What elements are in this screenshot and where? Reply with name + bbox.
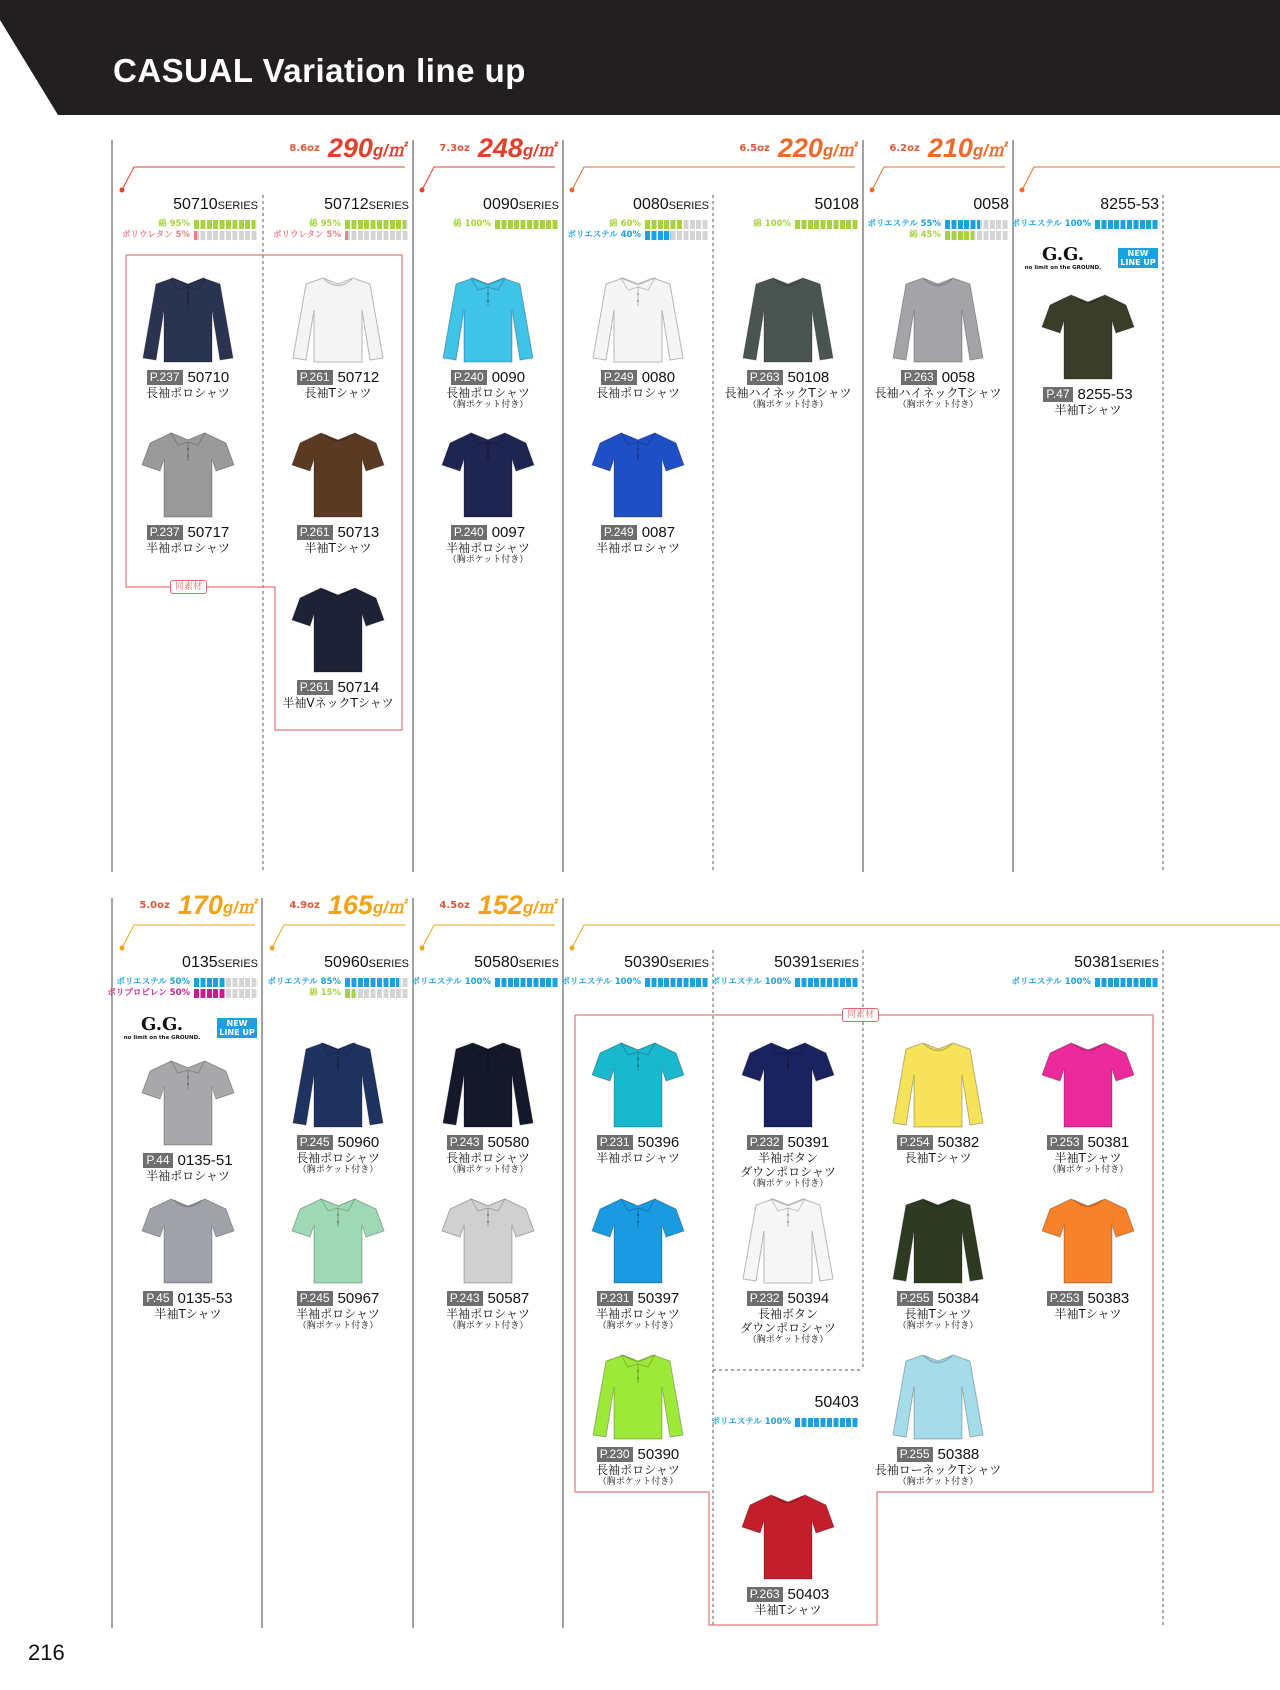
series-name: 50381SERIES <box>1074 954 1159 971</box>
product-code: 0058 <box>941 369 976 386</box>
series-name: 50580SERIES <box>474 954 559 971</box>
product-code-line <box>868 1134 1008 1151</box>
product-50383[interactable] <box>1018 1191 1158 1321</box>
product-name: 長袖ポロシャツ <box>596 1463 680 1477</box>
composition-row <box>561 976 709 989</box>
product-code-line <box>418 1290 558 1307</box>
product-name: 半袖Tシャツ <box>1054 403 1122 417</box>
page-ref: P.237 <box>147 370 183 385</box>
product-50397[interactable] <box>568 1191 708 1332</box>
weight-248: 7.3oz 248g/㎡ <box>439 133 555 163</box>
product-note: （胸ポケット付き） <box>897 400 979 410</box>
product-name: 長袖ボタン ダウンポロシャツ <box>740 1307 836 1335</box>
composition-bar <box>495 220 559 229</box>
product-code-line <box>118 1290 258 1307</box>
product-code-line <box>118 1152 258 1169</box>
product-note: （胸ポケット付き） <box>447 555 529 565</box>
product-code: 50712 <box>337 369 380 386</box>
composition-label: ポリエステル 55% <box>867 219 941 229</box>
composition-label: ポリエステル 100% <box>711 1417 791 1427</box>
series-name: 0090SERIES <box>483 196 559 213</box>
polo-shirt-image <box>588 270 688 365</box>
polo-shirt-image <box>588 425 688 520</box>
product-50713[interactable] <box>268 425 408 555</box>
t-shirt-image <box>1038 287 1138 382</box>
composition-label: 綿 15% <box>309 988 341 998</box>
product-code: 50108 <box>787 369 830 386</box>
t-shirt-image <box>888 270 988 365</box>
product-code: 50580 <box>487 1134 530 1151</box>
t-shirt-image <box>738 1487 838 1582</box>
product-code: 50710 <box>187 369 230 386</box>
product-code: 50397 <box>637 1290 680 1307</box>
composition-label: 綿 45% <box>909 230 941 240</box>
product-name: 半袖Tシャツ <box>1054 1151 1122 1165</box>
polo-shirt-image <box>738 1035 838 1130</box>
product-name: 長袖ポロシャツ <box>446 386 530 400</box>
product-0135-51[interactable] <box>118 1053 258 1183</box>
composition-row <box>107 987 258 1000</box>
product-note: （胸ポケット付き） <box>747 1179 829 1189</box>
product-code: 50391 <box>787 1134 830 1151</box>
product-50960[interactable] <box>268 1035 408 1176</box>
product-name: 半袖Tシャツ <box>1054 1307 1122 1321</box>
composition-label: 綿 60% <box>609 219 641 229</box>
weight-220: 6.5oz 220g/㎡ <box>739 133 855 163</box>
composition-bar <box>645 978 709 987</box>
product-code-line <box>268 679 408 696</box>
product-50390[interactable] <box>568 1347 708 1488</box>
page-ref: P.245 <box>297 1291 333 1306</box>
page-ref: P.232 <box>747 1291 783 1306</box>
series-name: 50391SERIES <box>774 954 859 971</box>
product-code: 0135-53 <box>177 1290 233 1307</box>
product-50394[interactable] <box>718 1191 858 1346</box>
composition-row <box>1011 218 1159 231</box>
product-code-line <box>868 1446 1008 1463</box>
composition-bar <box>194 231 258 240</box>
product-code-line <box>418 369 558 386</box>
product-0135-53[interactable] <box>118 1191 258 1321</box>
polo-shirt-image <box>138 1053 238 1148</box>
t-shirt-image <box>888 1035 988 1130</box>
product-name: 長袖ポロシャツ <box>146 386 230 400</box>
page-ref: P.231 <box>597 1135 633 1150</box>
product-50396[interactable] <box>568 1035 708 1165</box>
weight-165: 4.9oz 165g/㎡ <box>289 890 405 920</box>
same-material-tag: 同素材 <box>170 580 207 594</box>
product-code: 50967 <box>337 1290 380 1307</box>
product-0097[interactable] <box>418 425 558 566</box>
product-8255-53[interactable] <box>1018 287 1158 417</box>
page-ref: P.261 <box>297 370 333 385</box>
polo-shirt-image <box>288 1035 388 1130</box>
product-50381[interactable] <box>1018 1035 1158 1176</box>
product-name: 半袖ポロシャツ <box>596 1307 680 1321</box>
page-ref: P.47 <box>1043 387 1072 402</box>
product-code-line <box>718 1290 858 1307</box>
product-code: 50394 <box>787 1290 830 1307</box>
product-note: （胸ポケット付き） <box>747 1335 829 1345</box>
series-name: 8255-53 <box>1100 196 1159 213</box>
product-code-line <box>1018 1134 1158 1151</box>
series-name: 50108 <box>814 196 859 213</box>
product-code-line <box>268 524 408 541</box>
composition-row <box>564 229 709 242</box>
product-50714[interactable] <box>268 580 408 710</box>
composition-row <box>864 229 1009 242</box>
page-ref: P.253 <box>1047 1291 1083 1306</box>
weight-290: 8.6oz 290g/㎡ <box>289 133 405 163</box>
polo-shirt-image <box>438 425 538 520</box>
composition-bar <box>345 220 409 229</box>
product-code: 50960 <box>337 1134 380 1151</box>
product-name: 半袖Tシャツ <box>154 1307 222 1321</box>
composition-label: 綿 100% <box>453 219 491 229</box>
product-name: 長袖ポロシャツ <box>446 1151 530 1165</box>
product-name: 半袖ポロシャツ <box>596 1151 680 1165</box>
composition-bar <box>345 978 409 987</box>
polo-shirt-image <box>438 1191 538 1286</box>
product-50712[interactable] <box>268 270 408 400</box>
series-name: 50960SERIES <box>324 954 409 971</box>
polo-shirt-image <box>288 1191 388 1286</box>
page-ref: P.231 <box>597 1291 633 1306</box>
product-name: 半袖ポロシャツ <box>296 1307 380 1321</box>
t-shirt-image <box>1038 1191 1138 1286</box>
product-code: 50383 <box>1087 1290 1130 1307</box>
t-shirt-image <box>738 270 838 365</box>
product-note: （胸ポケット付き） <box>597 1321 679 1331</box>
product-code: 0135-51 <box>177 1152 233 1169</box>
composition-bar <box>645 231 709 240</box>
product-code: 8255-53 <box>1077 386 1133 403</box>
t-shirt-image <box>138 1191 238 1286</box>
product-code-line <box>268 1290 408 1307</box>
page-title: CASUAL Variation line up <box>113 52 526 89</box>
polo-shirt-image <box>138 270 238 365</box>
brand-logo-gg: G.G. no limit on the GROUND. <box>1024 244 1102 271</box>
product-name: 長袖Tシャツ <box>904 1151 972 1165</box>
page-ref: P.261 <box>297 680 333 695</box>
product-name: 半袖Tシャツ <box>304 541 372 555</box>
product-note: （胸ポケット付き） <box>747 400 829 410</box>
product-code-line <box>568 524 708 541</box>
composition-label: ポリウレタン 5% <box>272 230 341 240</box>
t-shirt-image <box>288 270 388 365</box>
product-note: （胸ポケット付き） <box>1047 1165 1129 1175</box>
page-ref: P.232 <box>747 1135 783 1150</box>
product-code-line <box>718 369 858 386</box>
product-code: 50587 <box>487 1290 530 1307</box>
product-note: （胸ポケット付き） <box>447 1321 529 1331</box>
product-code: 50384 <box>937 1290 980 1307</box>
page-ref: P.249 <box>601 525 637 540</box>
product-code: 0097 <box>491 524 526 541</box>
product-note: （胸ポケット付き） <box>447 400 529 410</box>
composition-row <box>414 218 559 231</box>
product-code: 50717 <box>187 524 230 541</box>
product-note: （胸ポケット付き） <box>897 1321 979 1331</box>
product-code-line <box>268 1134 408 1151</box>
composition-bar <box>194 978 258 987</box>
product-code-line <box>1018 386 1158 403</box>
polo-shirt-image <box>438 1035 538 1130</box>
product-code: 50388 <box>937 1446 980 1463</box>
composition-label: ポリエステル 100% <box>1011 219 1091 229</box>
product-name: 半袖ポロシャツ <box>446 541 530 555</box>
composition-bar <box>194 989 258 998</box>
composition-row <box>714 218 859 231</box>
composition-label: 綿 95% <box>158 219 190 229</box>
product-code: 0090 <box>491 369 526 386</box>
product-name: 半袖Tシャツ <box>754 1603 822 1617</box>
series-name: 0080SERIES <box>633 196 709 213</box>
composition-label: ポリエステル 100% <box>1011 977 1091 987</box>
product-50587[interactable] <box>418 1191 558 1332</box>
polo-shirt-image <box>738 1191 838 1286</box>
composition-label: ポリエステル 100% <box>561 977 641 987</box>
product-50710[interactable] <box>118 270 258 400</box>
polo-shirt-image <box>588 1191 688 1286</box>
page-ref: P.245 <box>297 1135 333 1150</box>
product-code-line <box>568 1290 708 1307</box>
product-note: （胸ポケット付き） <box>597 1477 679 1487</box>
product-0087[interactable] <box>568 425 708 555</box>
composition-label: ポリエステル 100% <box>411 977 491 987</box>
composition-bar <box>1095 978 1159 987</box>
page-ref: P.263 <box>747 1587 783 1602</box>
polo-shirt-image <box>588 1347 688 1442</box>
composition-bar <box>645 220 709 229</box>
product-50388[interactable] <box>868 1347 1008 1488</box>
composition-bar <box>345 989 409 998</box>
product-name: 半袖ボタン ダウンポロシャツ <box>740 1151 836 1179</box>
t-shirt-image <box>288 425 388 520</box>
composition-label: ポリエステル 40% <box>567 230 641 240</box>
composition-bar <box>945 220 1009 229</box>
page-ref: P.45 <box>143 1291 172 1306</box>
page-number: 216 <box>28 1640 65 1665</box>
product-50967[interactable] <box>268 1191 408 1332</box>
composition-label: ポリエステル 85% <box>267 977 341 987</box>
t-shirt-image <box>888 1191 988 1286</box>
composition-row <box>113 229 258 242</box>
page-ref: P.255 <box>897 1447 933 1462</box>
product-name: 半袖ポロシャツ <box>146 1169 230 1183</box>
page-ref: P.263 <box>747 370 783 385</box>
composition-row <box>264 229 409 242</box>
series-name: 0058 <box>973 196 1009 213</box>
new-line-up-badge: NEW LINE UP <box>1118 248 1158 268</box>
polo-shirt-image <box>588 1035 688 1130</box>
product-code-line <box>418 524 558 541</box>
product-0090[interactable] <box>418 270 558 411</box>
composition-bar <box>194 220 258 229</box>
page-ref: P.263 <box>901 370 937 385</box>
product-name: 長袖Tシャツ <box>304 386 372 400</box>
product-code-line <box>1018 1290 1158 1307</box>
composition-label: ポリウレタン 5% <box>121 230 190 240</box>
composition-row <box>711 1416 859 1429</box>
product-code-line <box>868 1290 1008 1307</box>
composition-row <box>264 987 409 1000</box>
series-name: 0135SERIES <box>182 954 258 971</box>
page-ref: P.249 <box>601 370 637 385</box>
product-code-line <box>568 369 708 386</box>
product-code-line <box>118 369 258 386</box>
t-shirt-image <box>1038 1035 1138 1130</box>
product-50382[interactable] <box>868 1035 1008 1165</box>
page-ref: P.261 <box>297 525 333 540</box>
product-note: （胸ポケット付き） <box>297 1165 379 1175</box>
new-line-up-badge: NEW LINE UP <box>217 1018 257 1038</box>
product-name: 半袖ポロシャツ <box>146 541 230 555</box>
product-code-line <box>718 1586 858 1603</box>
composition-label: ポリエステル 50% <box>116 977 190 987</box>
product-note: （胸ポケット付き） <box>447 1165 529 1175</box>
product-50717[interactable] <box>118 425 258 555</box>
product-50391[interactable] <box>718 1035 858 1190</box>
product-name: 半袖ポロシャツ <box>446 1307 530 1321</box>
product-name: 半袖VネックTシャツ <box>282 696 394 710</box>
page-ref: P.243 <box>447 1291 483 1306</box>
composition-row <box>411 976 559 989</box>
product-code-line <box>568 1134 708 1151</box>
page-ref: P.44 <box>143 1153 172 1168</box>
product-code-line <box>418 1134 558 1151</box>
series-name: 50712SERIES <box>324 196 409 213</box>
page-ref: P.255 <box>897 1291 933 1306</box>
product-name: 長袖ポロシャツ <box>596 386 680 400</box>
page-ref: P.237 <box>147 525 183 540</box>
product-code: 50381 <box>1087 1134 1130 1151</box>
composition-bar <box>945 231 1009 240</box>
product-50108[interactable] <box>718 270 858 411</box>
product-0058[interactable] <box>868 270 1008 411</box>
weight-170: 5.0oz 170g/㎡ <box>139 890 255 920</box>
t-shirt-image <box>288 580 388 675</box>
polo-shirt-image <box>138 425 238 520</box>
product-50580[interactable] <box>418 1035 558 1176</box>
page-ref: P.230 <box>597 1447 633 1462</box>
composition-label: 綿 100% <box>753 219 791 229</box>
product-code-line <box>718 1134 858 1151</box>
series-name: 50403 <box>814 1394 859 1411</box>
page-ref: P.240 <box>451 370 487 385</box>
product-name: 半袖ポロシャツ <box>596 541 680 555</box>
t-shirt-image <box>888 1347 988 1442</box>
product-code-line <box>568 1446 708 1463</box>
product-50403[interactable] <box>718 1487 858 1617</box>
product-code: 50713 <box>337 524 380 541</box>
product-note: （胸ポケット付き） <box>897 1477 979 1487</box>
composition-bar <box>795 1418 859 1427</box>
composition-label: ポリエステル 100% <box>711 977 791 987</box>
same-material-tag: 同素材 <box>842 1008 879 1022</box>
page-ref: P.243 <box>447 1135 483 1150</box>
product-code: 50396 <box>637 1134 680 1151</box>
product-name: 長袖ハイネックTシャツ <box>724 386 852 400</box>
product-name: 長袖ハイネックTシャツ <box>874 386 1002 400</box>
product-50384[interactable] <box>868 1191 1008 1332</box>
product-code: 0087 <box>641 524 676 541</box>
product-code-line <box>118 524 258 541</box>
page-ref: P.254 <box>897 1135 933 1150</box>
product-note: （胸ポケット付き） <box>297 1321 379 1331</box>
product-code: 50382 <box>937 1134 980 1151</box>
weight-152: 4.5oz 152g/㎡ <box>439 890 555 920</box>
composition-label: 綿 95% <box>309 219 341 229</box>
product-0080[interactable] <box>568 270 708 400</box>
weight-210: 6.2oz 210g/㎡ <box>889 133 1005 163</box>
composition-row <box>1011 976 1159 989</box>
page-ref: P.240 <box>451 525 487 540</box>
product-name: 長袖ローネックTシャツ <box>874 1463 1002 1477</box>
composition-row <box>711 976 859 989</box>
page-ref: P.253 <box>1047 1135 1083 1150</box>
product-code: 0080 <box>641 369 676 386</box>
brand-logo-gg: G.G. no limit on the GROUND. <box>123 1014 201 1041</box>
series-name: 50390SERIES <box>624 954 709 971</box>
product-code: 50403 <box>787 1586 830 1603</box>
series-name: 50710SERIES <box>173 196 258 213</box>
product-code: 50714 <box>337 679 380 696</box>
composition-bar <box>795 220 859 229</box>
composition-label: ポリプロピレン 50% <box>107 988 190 998</box>
product-name: 長袖ポロシャツ <box>296 1151 380 1165</box>
composition-bar <box>1095 220 1159 229</box>
composition-bar <box>795 978 859 987</box>
product-code: 50390 <box>637 1446 680 1463</box>
product-name: 長袖Tシャツ <box>904 1307 972 1321</box>
product-code-line <box>268 369 408 386</box>
polo-shirt-image <box>438 270 538 365</box>
composition-bar <box>345 231 409 240</box>
product-code-line <box>868 369 1008 386</box>
composition-bar <box>495 978 559 987</box>
